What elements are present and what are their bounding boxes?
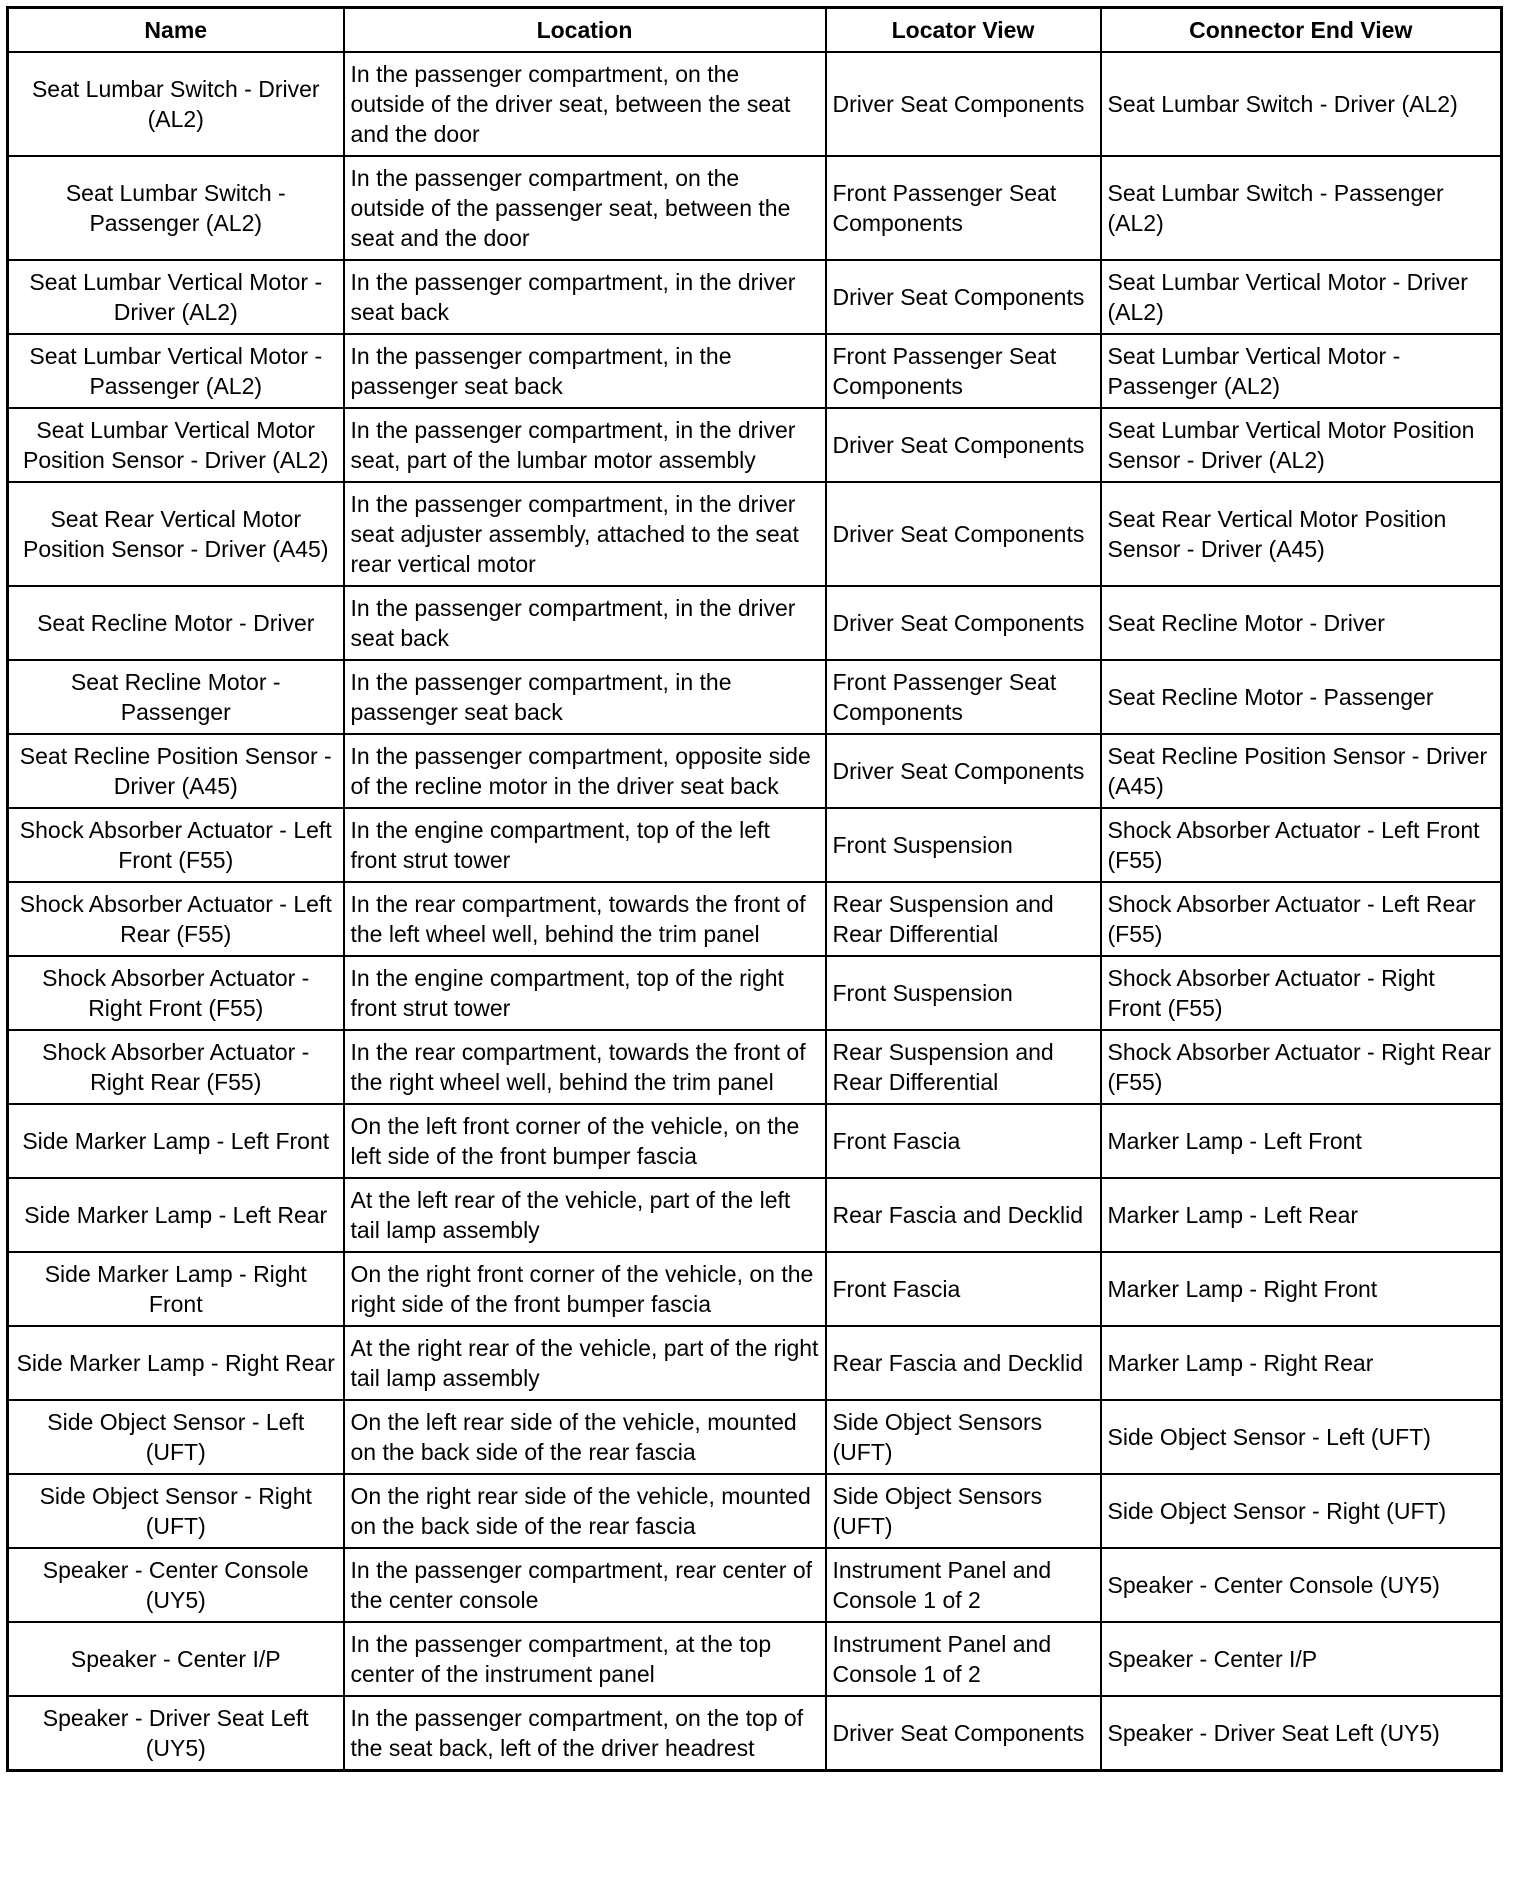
cell-connector-end-view: Seat Lumbar Switch - Passenger (AL2) bbox=[1101, 156, 1502, 260]
table-row bbox=[8, 260, 1502, 334]
cell-location: At the left rear of the vehicle, part of the left tail lamp assembly bbox=[344, 1178, 826, 1252]
cell-locator-view: Front Passenger Seat Components bbox=[826, 156, 1101, 260]
table-row bbox=[8, 1622, 1502, 1696]
cell-name: Side Marker Lamp - Left Front bbox=[8, 1104, 344, 1178]
cell-location: On the right rear side of the vehicle, mounted on the back side of the rear fascia bbox=[344, 1474, 826, 1548]
cell-locator-view: Rear Suspension and Rear Differential bbox=[826, 1030, 1101, 1104]
cell-name: Side Object Sensor - Left (UFT) bbox=[8, 1400, 344, 1474]
cell-name: Seat Lumbar Switch - Passenger (AL2) bbox=[8, 156, 344, 260]
cell-location: In the rear compartment, towards the front of the left wheel well, behind the trim panel bbox=[344, 882, 826, 956]
header-name: Name bbox=[8, 8, 344, 53]
cell-connector-end-view: Shock Absorber Actuator - Right Front (F55) bbox=[1101, 956, 1502, 1030]
cell-locator-view: Driver Seat Components bbox=[826, 408, 1101, 482]
cell-location: In the passenger compartment, on the outside of the passenger seat, between the seat and the door bbox=[344, 156, 826, 260]
cell-location: In the passenger compartment, in the driver seat, part of the lumbar motor assembly bbox=[344, 408, 826, 482]
header-locator-view: Locator View bbox=[826, 8, 1101, 53]
cell-connector-end-view: Marker Lamp - Left Front bbox=[1101, 1104, 1502, 1178]
cell-location: In the passenger compartment, rear center of the center console bbox=[344, 1548, 826, 1622]
cell-name: Shock Absorber Actuator - Right Front (F55) bbox=[8, 956, 344, 1030]
cell-connector-end-view: Speaker - Center I/P bbox=[1101, 1622, 1502, 1696]
cell-location: In the passenger compartment, in the passenger seat back bbox=[344, 334, 826, 408]
table-row bbox=[8, 1400, 1502, 1474]
cell-locator-view: Side Object Sensors (UFT) bbox=[826, 1400, 1101, 1474]
cell-connector-end-view: Shock Absorber Actuator - Right Rear (F55) bbox=[1101, 1030, 1502, 1104]
cell-locator-view: Front Fascia bbox=[826, 1104, 1101, 1178]
header-location: Location bbox=[344, 8, 826, 53]
cell-location: In the passenger compartment, on the outside of the driver seat, between the seat and the door bbox=[344, 52, 826, 156]
cell-connector-end-view: Speaker - Driver Seat Left (UY5) bbox=[1101, 1696, 1502, 1771]
cell-connector-end-view: Seat Lumbar Switch - Driver (AL2) bbox=[1101, 52, 1502, 156]
cell-location: On the right front corner of the vehicle, on the right side of the front bumper fascia bbox=[344, 1252, 826, 1326]
cell-location: In the passenger compartment, in the driver seat back bbox=[344, 260, 826, 334]
cell-name: Seat Lumbar Vertical Motor - Driver (AL2) bbox=[8, 260, 344, 334]
cell-locator-view: Front Suspension bbox=[826, 956, 1101, 1030]
cell-name: Shock Absorber Actuator - Left Front (F55) bbox=[8, 808, 344, 882]
table-row bbox=[8, 408, 1502, 482]
cell-name: Side Marker Lamp - Right Front bbox=[8, 1252, 344, 1326]
header-connector-end-view: Connector End View bbox=[1101, 8, 1502, 53]
cell-location: In the passenger compartment, on the top of the seat back, left of the driver headrest bbox=[344, 1696, 826, 1771]
cell-connector-end-view: Seat Recline Motor - Driver bbox=[1101, 586, 1502, 660]
cell-name: Seat Recline Position Sensor - Driver (A45) bbox=[8, 734, 344, 808]
cell-locator-view: Driver Seat Components bbox=[826, 734, 1101, 808]
cell-connector-end-view: Marker Lamp - Right Rear bbox=[1101, 1326, 1502, 1400]
table-row bbox=[8, 1548, 1502, 1622]
cell-name: Side Marker Lamp - Right Rear bbox=[8, 1326, 344, 1400]
header-row bbox=[8, 8, 1502, 53]
table-row bbox=[8, 1178, 1502, 1252]
table-row bbox=[8, 734, 1502, 808]
cell-locator-view: Driver Seat Components bbox=[826, 482, 1101, 586]
cell-connector-end-view: Marker Lamp - Right Front bbox=[1101, 1252, 1502, 1326]
cell-location: In the passenger compartment, at the top center of the instrument panel bbox=[344, 1622, 826, 1696]
table-row bbox=[8, 1104, 1502, 1178]
cell-name: Seat Rear Vertical Motor Position Sensor - Driver (A45) bbox=[8, 482, 344, 586]
cell-locator-view: Front Passenger Seat Components bbox=[826, 660, 1101, 734]
cell-locator-view: Rear Fascia and Decklid bbox=[826, 1178, 1101, 1252]
cell-connector-end-view: Seat Lumbar Vertical Motor - Driver (AL2) bbox=[1101, 260, 1502, 334]
cell-locator-view: Front Suspension bbox=[826, 808, 1101, 882]
table-row bbox=[8, 1326, 1502, 1400]
cell-name: Speaker - Center I/P bbox=[8, 1622, 344, 1696]
cell-locator-view: Instrument Panel and Console 1 of 2 bbox=[826, 1548, 1101, 1622]
table-row bbox=[8, 808, 1502, 882]
cell-connector-end-view: Shock Absorber Actuator - Left Front (F55) bbox=[1101, 808, 1502, 882]
cell-location: In the passenger compartment, in the driver seat adjuster assembly, attached to the seat rear vertical motor bbox=[344, 482, 826, 586]
table-row bbox=[8, 52, 1502, 156]
cell-location: In the passenger compartment, in the driver seat back bbox=[344, 586, 826, 660]
table-row bbox=[8, 1474, 1502, 1548]
cell-location: On the left front corner of the vehicle, on the left side of the front bumper fascia bbox=[344, 1104, 826, 1178]
cell-name: Side Marker Lamp - Left Rear bbox=[8, 1178, 344, 1252]
cell-location: At the right rear of the vehicle, part of the right tail lamp assembly bbox=[344, 1326, 826, 1400]
cell-connector-end-view: Side Object Sensor - Left (UFT) bbox=[1101, 1400, 1502, 1474]
cell-locator-view: Front Fascia bbox=[826, 1252, 1101, 1326]
cell-name: Shock Absorber Actuator - Right Rear (F55) bbox=[8, 1030, 344, 1104]
cell-locator-view: Driver Seat Components bbox=[826, 1696, 1101, 1771]
cell-name: Seat Recline Motor - Passenger bbox=[8, 660, 344, 734]
cell-connector-end-view: Side Object Sensor - Right (UFT) bbox=[1101, 1474, 1502, 1548]
cell-location: In the passenger compartment, in the passenger seat back bbox=[344, 660, 826, 734]
cell-locator-view: Rear Fascia and Decklid bbox=[826, 1326, 1101, 1400]
cell-connector-end-view: Marker Lamp - Left Rear bbox=[1101, 1178, 1502, 1252]
cell-name: Seat Recline Motor - Driver bbox=[8, 586, 344, 660]
cell-locator-view: Driver Seat Components bbox=[826, 52, 1101, 156]
table-row bbox=[8, 956, 1502, 1030]
cell-locator-view: Front Passenger Seat Components bbox=[826, 334, 1101, 408]
cell-location: On the left rear side of the vehicle, mounted on the back side of the rear fascia bbox=[344, 1400, 826, 1474]
cell-connector-end-view: Seat Rear Vertical Motor Position Sensor - Driver (A45) bbox=[1101, 482, 1502, 586]
cell-name: Seat Lumbar Switch - Driver (AL2) bbox=[8, 52, 344, 156]
cell-name: Speaker - Center Console (UY5) bbox=[8, 1548, 344, 1622]
table-row bbox=[8, 882, 1502, 956]
table-row bbox=[8, 1252, 1502, 1326]
cell-name: Side Object Sensor - Right (UFT) bbox=[8, 1474, 344, 1548]
table-row bbox=[8, 334, 1502, 408]
cell-connector-end-view: Seat Recline Motor - Passenger bbox=[1101, 660, 1502, 734]
cell-locator-view: Driver Seat Components bbox=[826, 260, 1101, 334]
cell-location: In the engine compartment, top of the right front strut tower bbox=[344, 956, 826, 1030]
cell-connector-end-view: Shock Absorber Actuator - Left Rear (F55) bbox=[1101, 882, 1502, 956]
cell-location: In the engine compartment, top of the left front strut tower bbox=[344, 808, 826, 882]
cell-connector-end-view: Seat Recline Position Sensor - Driver (A45) bbox=[1101, 734, 1502, 808]
cell-connector-end-view: Seat Lumbar Vertical Motor - Passenger (AL2) bbox=[1101, 334, 1502, 408]
table-row bbox=[8, 586, 1502, 660]
cell-locator-view: Instrument Panel and Console 1 of 2 bbox=[826, 1622, 1101, 1696]
cell-locator-view: Side Object Sensors (UFT) bbox=[826, 1474, 1101, 1548]
table-body bbox=[8, 52, 1502, 1771]
cell-name: Seat Lumbar Vertical Motor - Passenger (AL2) bbox=[8, 334, 344, 408]
cell-connector-end-view: Seat Lumbar Vertical Motor Position Sensor - Driver (AL2) bbox=[1101, 408, 1502, 482]
table-row bbox=[8, 156, 1502, 260]
cell-locator-view: Driver Seat Components bbox=[826, 586, 1101, 660]
cell-locator-view: Rear Suspension and Rear Differential bbox=[826, 882, 1101, 956]
table-row bbox=[8, 1696, 1502, 1771]
table-row bbox=[8, 660, 1502, 734]
cell-name: Seat Lumbar Vertical Motor Position Sensor - Driver (AL2) bbox=[8, 408, 344, 482]
cell-name: Shock Absorber Actuator - Left Rear (F55) bbox=[8, 882, 344, 956]
table-row bbox=[8, 1030, 1502, 1104]
cell-location: In the passenger compartment, opposite side of the recline motor in the driver seat back bbox=[344, 734, 826, 808]
cell-name: Speaker - Driver Seat Left (UY5) bbox=[8, 1696, 344, 1771]
cell-connector-end-view: Speaker - Center Console (UY5) bbox=[1101, 1548, 1502, 1622]
table-row bbox=[8, 482, 1502, 586]
component-locator-table bbox=[6, 6, 1503, 1772]
cell-location: In the rear compartment, towards the front of the right wheel well, behind the trim panel bbox=[344, 1030, 826, 1104]
